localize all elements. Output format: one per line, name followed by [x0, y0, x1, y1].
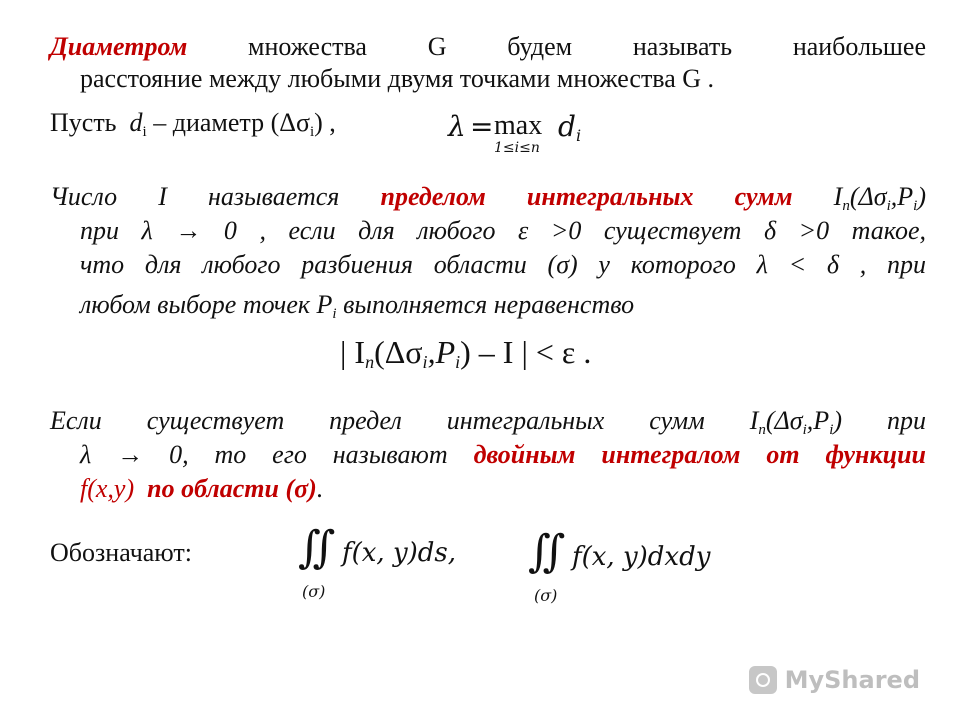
let-line: [50, 108, 336, 138]
limit-text-a: Число I называется: [50, 182, 340, 211]
term-over-region: по области (σ): [147, 474, 317, 503]
double-integral-sign-1: ∬: [298, 522, 336, 573]
points-subscript: i: [332, 306, 337, 322]
di-close: ) при: [833, 406, 926, 435]
watermark: [749, 666, 920, 694]
limit-definition-line-2: при λ → 0 , если для любого ε >0 существует δ >0 такое,: [80, 216, 926, 245]
max-range: 1≤i≤n: [494, 140, 540, 156]
integrand-dxdy: f(x, y)dxdy: [572, 542, 711, 572]
limit-definition-line-1: [50, 182, 926, 212]
inequality-formula: [340, 334, 591, 370]
limit-definition-line-3: что для любого разбиения области (σ) у которого λ < δ , при: [80, 250, 926, 279]
delta-sigma: (Δσ: [849, 182, 887, 211]
watermark-text: MyShared: [784, 666, 920, 694]
points-text: любом выборе точек P: [80, 290, 333, 319]
diameter-definition-line-2: расстояние между любыми двумя точками множества G .: [80, 64, 715, 93]
ineq-n: n: [365, 352, 375, 372]
term-diameter: Диаметром: [50, 32, 188, 61]
let-prefix: Пусть: [50, 108, 117, 137]
function-fxy: f(x,y): [80, 474, 135, 503]
di-i-sub: i: [802, 422, 807, 438]
integrand-ds: f(x, y)ds,: [342, 538, 457, 568]
ineq-i1: i: [422, 352, 428, 372]
lambda-formula: [444, 104, 604, 160]
di-delta-sigma: (Δσ: [765, 406, 803, 435]
d-subscript: i: [142, 124, 147, 140]
inequality-text: выполняется неравенство: [336, 290, 635, 319]
diameter-definition-text: множества G будем называть наибольшее: [248, 32, 927, 61]
close-paren: ): [917, 182, 926, 211]
region-sigma-1: (σ): [302, 582, 326, 601]
p-symbol: ,P: [890, 182, 914, 211]
equals-sign: =: [470, 110, 494, 143]
ineq-i2: i: [455, 352, 461, 372]
i-subscript: i: [886, 198, 891, 214]
let-close: ) ,: [314, 108, 336, 137]
ineq-d: ) – I | < ε .: [460, 334, 592, 370]
double-integral-line-3: [80, 474, 323, 504]
n-subscript: n: [842, 198, 850, 214]
term-double-integral: двойным интегралом от функции: [473, 440, 927, 469]
ineq-b: (Δσ: [374, 334, 423, 370]
p-subscript: i: [913, 198, 918, 214]
limit-definition-line-4: [80, 290, 634, 320]
double-integral-sign-2: ∬: [528, 526, 566, 577]
lambda-symbol: λ: [448, 110, 466, 143]
notation-label: Обозначают:: [50, 538, 192, 567]
integral-formula-dxdy: [528, 526, 768, 610]
di-n-sub: n: [758, 422, 766, 438]
integral-formula-ds: [298, 522, 478, 606]
region-sigma-2: (σ): [534, 586, 558, 605]
d-symbol: d: [129, 108, 143, 137]
d-var: d: [558, 110, 576, 143]
di-p-sub: i: [829, 422, 834, 438]
d-var-subscript: i: [576, 126, 582, 145]
ineq-a: | I: [340, 334, 366, 370]
diameter-of-text: – диаметр (Δσ: [153, 108, 310, 137]
di-i-symbol: I: [749, 406, 759, 435]
double-integral-line-1: [50, 406, 926, 436]
diameter-definition-line-1: [50, 32, 926, 62]
term-limit-integral-sums: пределом интегральных сумм: [380, 182, 793, 211]
exists-text: Если существует предел интегральных сумм: [50, 406, 705, 435]
double-integral-line-2: [80, 440, 926, 470]
called-text: λ → 0, то его называют: [80, 440, 448, 469]
ineq-c: ,P: [427, 334, 456, 370]
i-symbol: I: [833, 182, 843, 211]
max-operator: max: [494, 110, 543, 141]
di-p-symbol: ,P: [806, 406, 830, 435]
sigma-subscript: i: [309, 124, 315, 140]
period: .: [316, 474, 324, 503]
myshared-logo-icon: [749, 666, 777, 694]
